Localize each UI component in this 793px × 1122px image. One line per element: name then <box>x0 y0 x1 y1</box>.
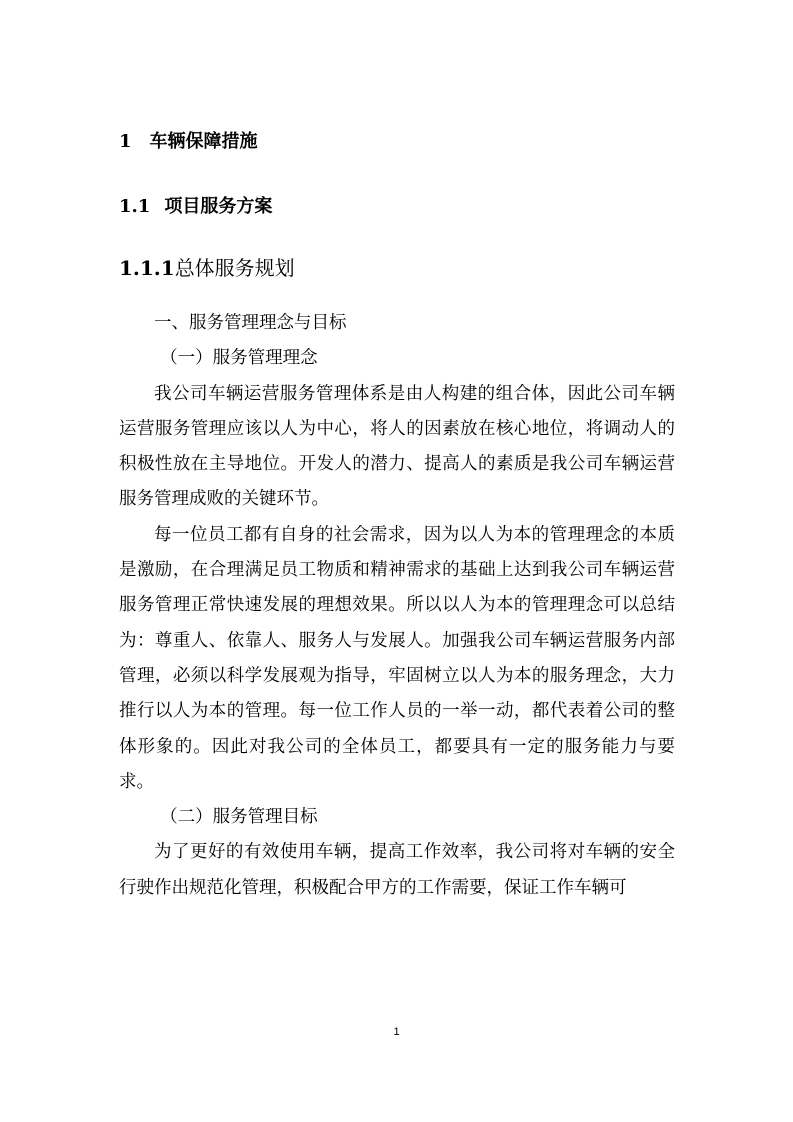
page-number: 1 <box>393 1026 400 1038</box>
heading-level-3 <box>119 252 295 281</box>
paragraph-2: 每一位员工都有自身的社会需求，因为以人为本的管理理念的本质是激励，在合理满足员工物质和精神需求的基础上达到我公司车辆运营服务管理正常快速发展的理想效果。所以以人为本的管理理念可以总结为：尊重人、依靠人、服务人与发展人。加强我公司车辆运营服务内部管理，必须以科学发展观为指导，牢固树立以人为本的服务理念，大力推行以人为本的管理。每一位工作人员的一举一动，都代表着公司的整体形象的。因此对我公司的全体员工，都要具有一定的服务能力与要求。 <box>119 524 675 792</box>
heading-2-number: 1.1 <box>119 196 151 217</box>
paragraph-3: 为了更好的有效使用车辆，提高工作效率，我公司将对车辆的安全行驶作出规范化管理，积极配合甲方的工作需要，保证工作车辆可 <box>119 842 675 898</box>
heading-3-text: 总体服务规划 <box>174 256 295 280</box>
heading-1-text: 车辆保障措施 <box>149 131 258 152</box>
body-text <box>119 306 675 906</box>
subsection-title-2: （二）服务管理目标 <box>160 807 318 828</box>
heading-level-2 <box>119 192 272 218</box>
heading-level-1 <box>119 127 258 153</box>
heading-3-number: 1.1.1 <box>119 256 175 280</box>
heading-1-number: 1 <box>119 131 132 152</box>
heading-2-text: 项目服务方案 <box>164 196 273 217</box>
paragraph-1: 我公司车辆运营服务管理体系是由人构建的组合体，因此公司车辆运营服务管理应该以人为中心，将人的因素放在核心地位，将调动人的积极性放在主导地位。开发人的潜力、提高人的素质是我公司车辆运营服务管理成败的关键环节。 <box>119 383 675 510</box>
section-title: 一、服务管理理念与目标 <box>154 313 347 333</box>
subsection-title-1: （一）服务管理理念 <box>160 348 318 369</box>
